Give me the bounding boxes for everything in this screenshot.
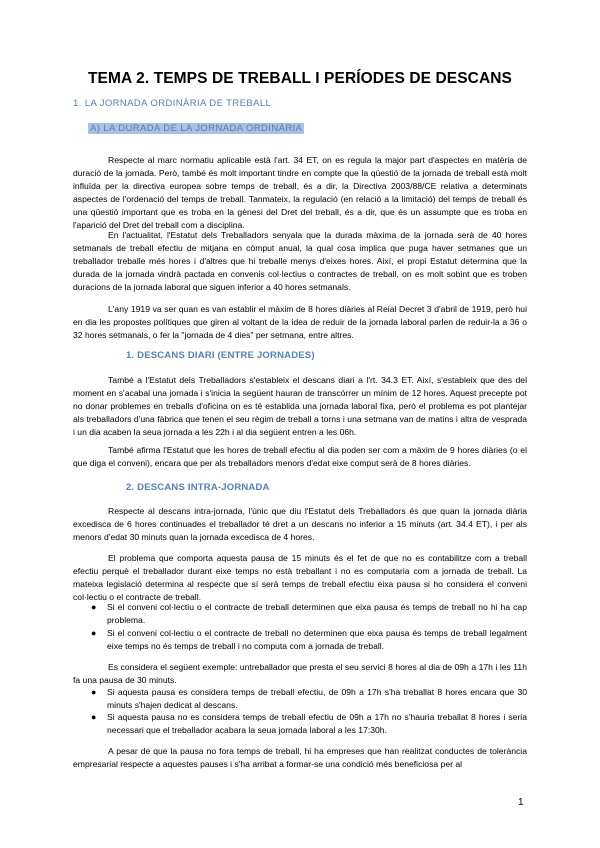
paragraph-2: En l'actualitat, l'Estatut dels Treballadors senyala que la durada màxima de la jornada serà de 40 hores setmanals de treball efectiu de mitjana en còmput anual, la qual cosa implica que puga haver setmanes que un treballador treballe més hores i d'altres que hi treballe menys d'eixes hores. Així, el propi Estatut determina que la durada de la jornada vindrà pactada en convenis col·lectius o contractes de treball, on es molt sobint que es troben duracions de la jornada laboral que siguen inferior a 40 hores setmanals. xyxy=(73,230,527,292)
subsection-heading: A) LA DURADA DE LA JORNADA ORDINÀRIA xyxy=(90,123,303,134)
paragraph-8: Es considera el següent exemple: untreballador que presta el seu servici 8 hores al dia de 09h a 17h i les 11h fa una pausa de 30 minuts. xyxy=(73,662,527,685)
paragraph-1: Respecte al marc normatiu aplicable està l'art. 34 ET, on es regula la major part d'aspectes en matèria de duració de la jornada. Però, també és molt important tindre en compte que la qüestió de la jornada de treball està molt influïda per la directiva europea sobre temps de treball, és a dir, la Directiva 2003/88/CE relativa a determinats aspectes de l'ordenació del temps de treball. Tanmateix, la regulació (en relació a la limitació) del temps de treball és una qüestió important que es troba en la gènesi del Dret del treball, és a dir, que és un assumpte que es troba en l'aparició del Dret del treball com a disciplina. xyxy=(73,155,527,230)
bullet-icon: ● xyxy=(91,687,97,697)
list-item: Si aquesta pausa no es considera temps de treball efectiu de 09h a 17h no s'hauria treballat 8 hores i seria necessari que el treballador acabara la seua jornada laboral a les 17:30h. xyxy=(107,712,527,735)
paragraph-9: A pesar de que la pausa no fora temps de treball, hi ha empreses que han realitzat conductes de tolerància empresarial respecte a aquestes pauses i s'ha arribat a formar-se una condició més beneficiosa per al xyxy=(73,746,527,769)
bullet-icon: ● xyxy=(91,602,97,612)
paragraph-4: També a l'Estatut dels Treballadors s'estableix el descans diari a l'rt. 34.3 ET. Així, s'estableix que des del moment en s'acabal una jornada i s'inicia la següent hauran de transcórrer un mínim de 12 hores. Aquest precepte pot no donar problemes en treballs d'oficina on es té establida una jornada laboral fixa, però el problema es pot plantejar als treballadors d'una fàbrica que tenen el seu règim de treball a torns i una setmana van de matins i altra de vesprada i un dia acaben la seua jornada a les 22h i al dia següent entren a les 06h. xyxy=(73,375,527,437)
list-item: Si el conveni col·lectiu o el contracte de treball no determinen que eixa pausa és temps de treball legalment eixe temps no és temps de treball i no computa com a jornada de treball. xyxy=(107,628,527,651)
section-heading: 1. LA JORNADA ORDINÀRIA DE TREBALL xyxy=(73,98,272,109)
document-title: TEMA 2. TEMPS DE TREBALL I PERÍODES DE DESCANS xyxy=(87,70,512,87)
paragraph-7: El problema que comporta aquesta pausa de 15 minuts és el fet de que no es contabilitze com a treball efectiu perquè el treballador durant eixe temps no està treballant i no es computaria com a jornada de treball. La mateixa legislació determina al respecte que sí serà temps de treball efectiu eixa pausa si ho considera el conveni col·lectiu o el contracte de treball. xyxy=(73,553,527,602)
list-item: Si aquesta pausa es considera temps de treball efectiu, de 09h a 17h s'ha treballat 8 hores encara que 30 minuts s'hajen dedicat al descans. xyxy=(107,687,527,710)
paragraph-6: Respecte al descans intra-jornada, l'únic que diu l'Estatut dels Treballadors és que quan la jornada diària excedisca de 6 hores continuades el treballador té dret a un descans no inferior a 15 minuts (art. 34.4 ET), i per als menors d'edat 30 minuts quan la jornada excedisca de 4 hores. xyxy=(73,506,527,542)
page-number: 1 xyxy=(518,797,524,808)
bullet-icon: ● xyxy=(91,628,97,638)
heading-descans-diari: 1. DESCANS DIARI (ENTRE JORNADES) xyxy=(126,350,315,361)
bullet-icon: ● xyxy=(91,712,97,722)
paragraph-5: També afirma l'Estatut que les hores de treball efectiu al dia poden ser com a màxim de 9 hores diàries (o el que diga el conveni), encara que per als treballadors menors d'edat eixe comput serà de 8 hores diàries. xyxy=(73,445,527,468)
paragraph-3: L'any 1919 va ser quan es van establir el màxim de 8 hores diàries al Reial Decret 3 d'abril de 1919, però hui en dia les propostes polítiques que giren al voltant de la idea de reduir de la jornada laboral parlen de reduir-la a 36 o 32 hores setmanals, o fer la "jornada de 4 dies" per setmana, entre altres. xyxy=(73,304,527,340)
heading-descans-intra: 2. DESCANS INTRA-JORNADA xyxy=(126,482,270,493)
list-item: Si el conveni col·lectiu o el contracte de treball determinen que eixa pausa és temps de treball no hi ha cap problema. xyxy=(107,602,527,625)
